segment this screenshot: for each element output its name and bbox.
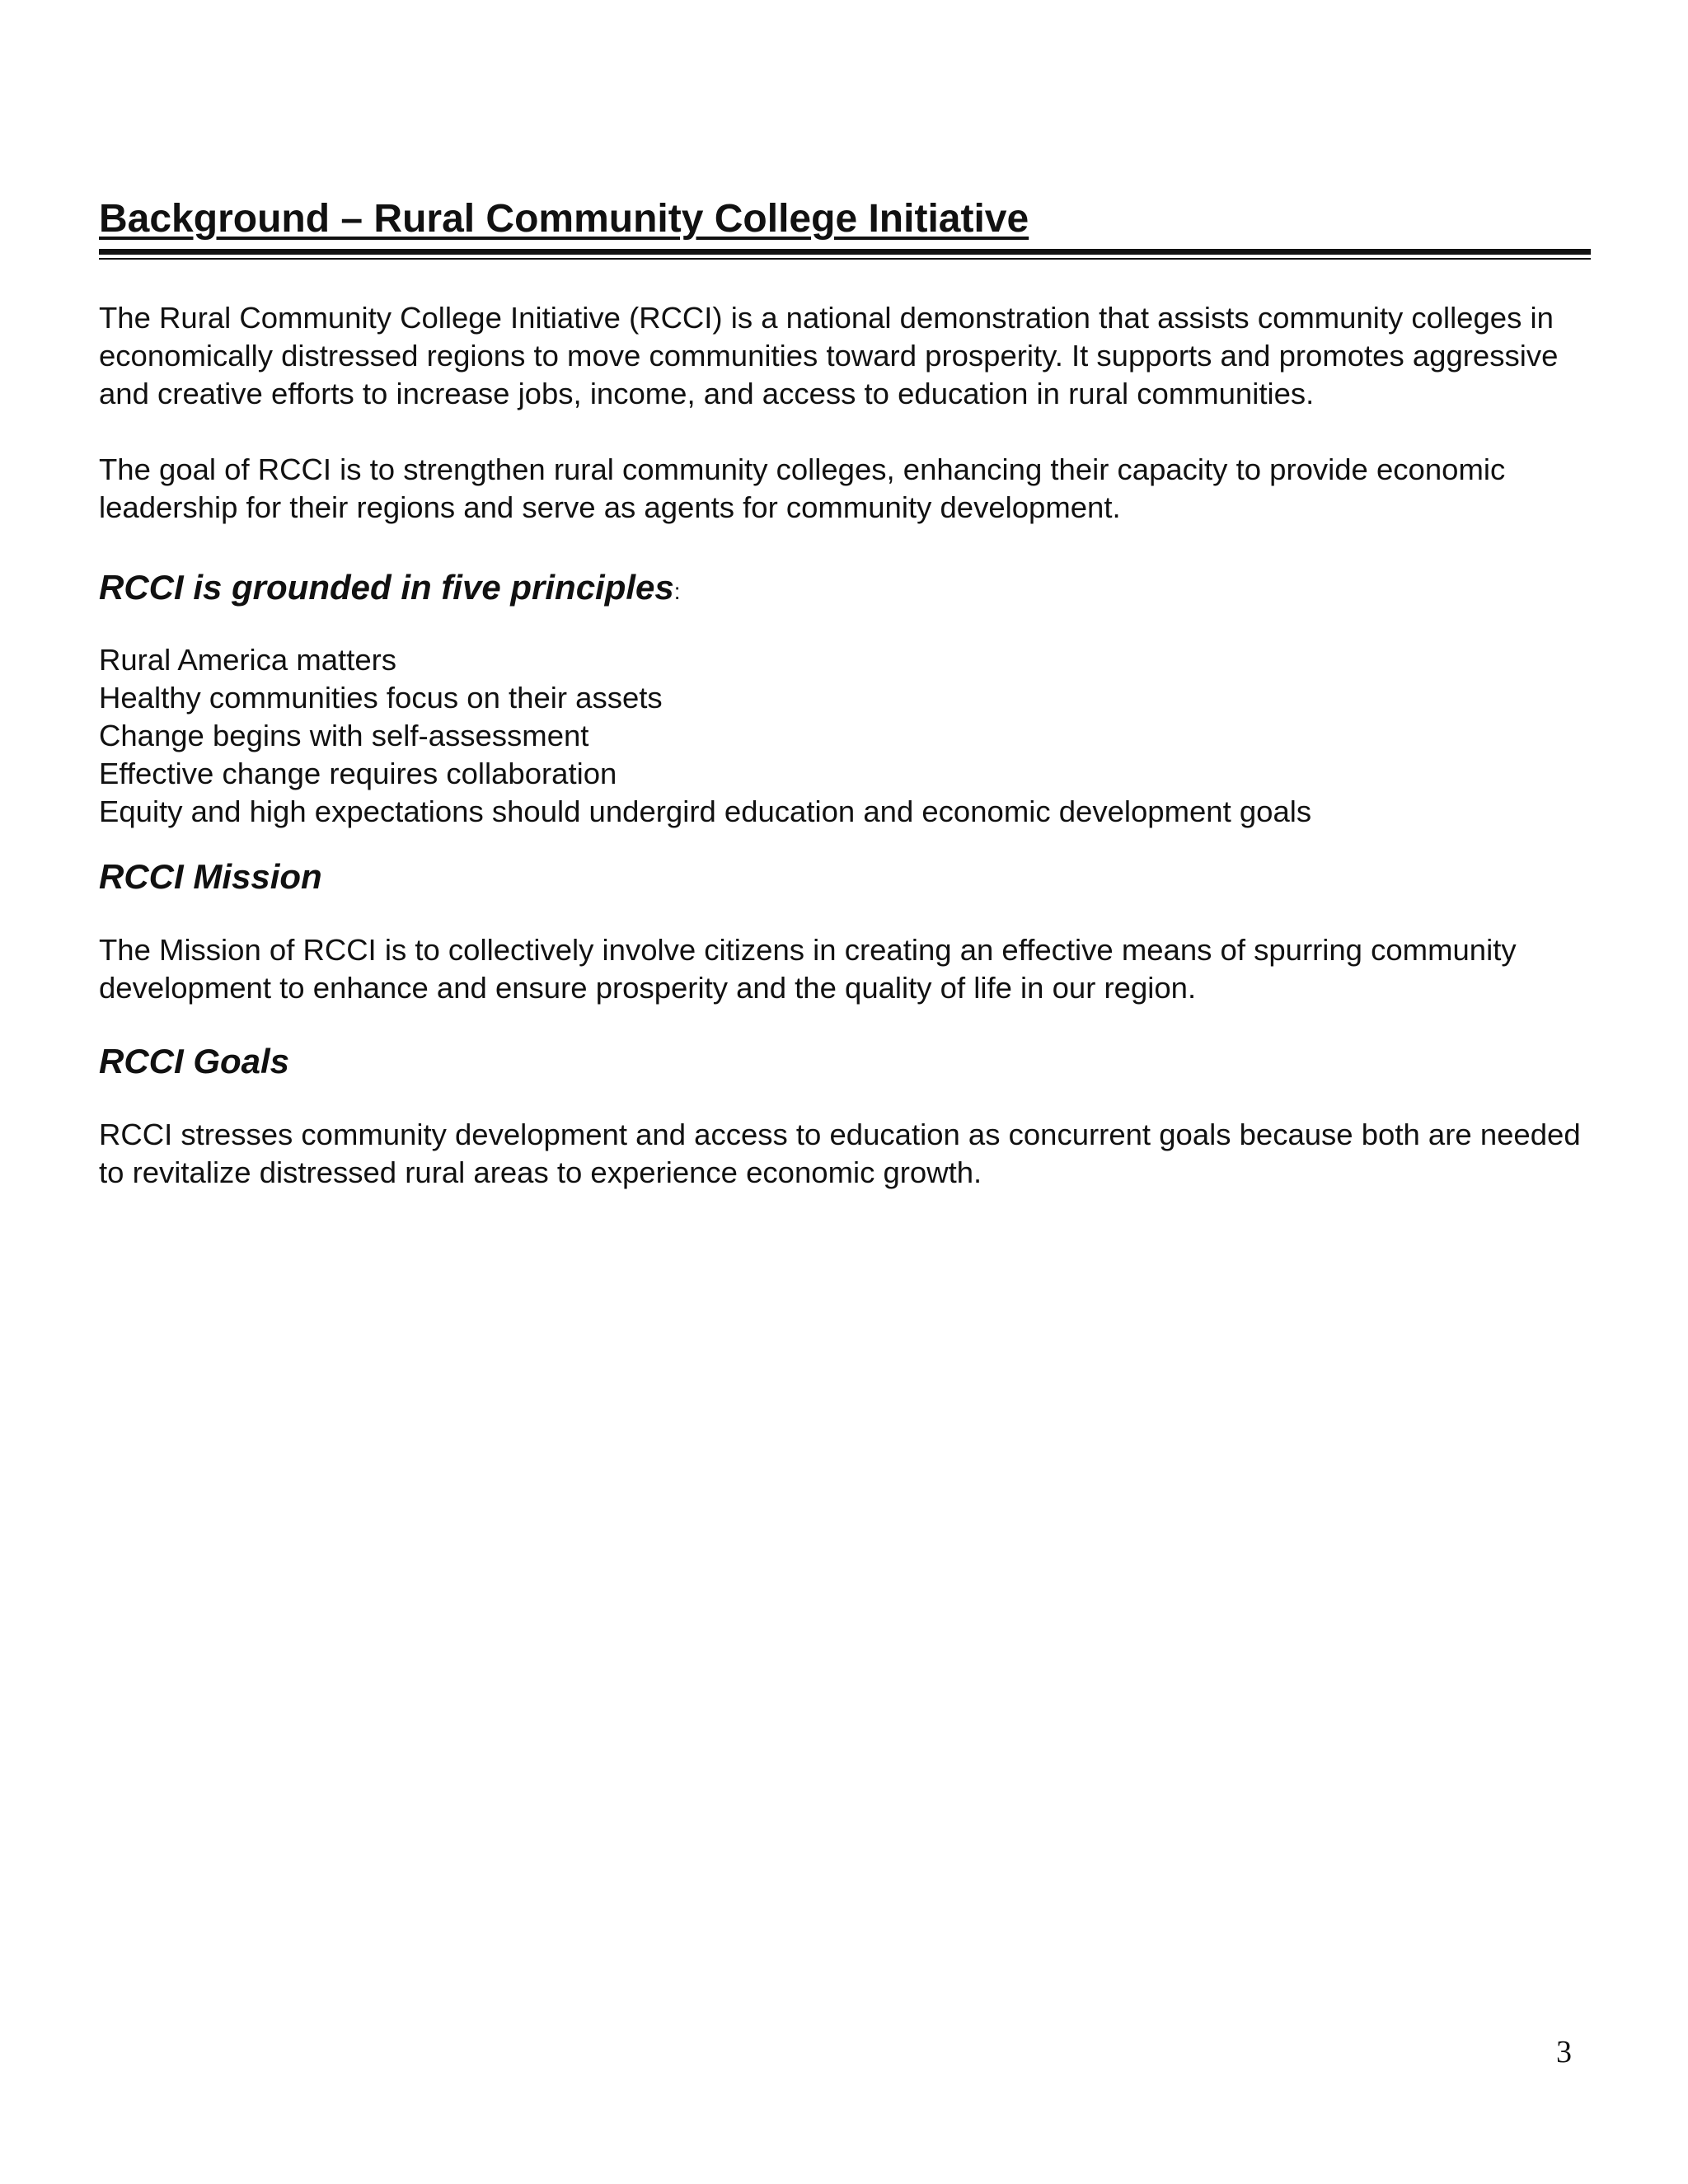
list-item: Effective change requires collaboration (99, 757, 617, 790)
principles-heading-colon: : (673, 579, 681, 604)
page-title: Background – Rural Community College Initiative (99, 197, 1029, 241)
mission-heading: RCCI Mission (99, 857, 322, 896)
page-content (99, 194, 1591, 1192)
goals-heading: RCCI Goals (99, 1042, 290, 1080)
title-rule-thin (99, 258, 1591, 260)
title-double-rule (99, 249, 1591, 260)
goals-paragraph: RCCI stresses community development and access to education as concurrent goals because both are needed to revitalize distressed rural areas to experience economic growth. (99, 1118, 1581, 1189)
list-item: Healthy communities focus on their assets (99, 681, 663, 715)
list-item: Rural America matters (99, 643, 397, 677)
principles-heading (99, 566, 1591, 613)
page-number: 3 (1556, 2035, 1572, 2069)
mission-paragraph: The Mission of RCCI is to collectively involve citizens in creating an effective means of spurring community development to enhance and ensure prosperity and the quality of life in our region. (99, 933, 1517, 1005)
principles-heading-text: RCCI is grounded in five principles (99, 568, 674, 607)
list-item: Equity and high expectations should undergird education and economic development goals (99, 794, 1312, 828)
principles-list (99, 641, 1591, 831)
list-item: Change begins with self-assessment (99, 719, 589, 752)
title-rule-thick (99, 249, 1591, 255)
goal-paragraph: The goal of RCCI is to strengthen rural community colleges, enhancing their capacity to provide economic leadership for their regions and serve as agents for community development. (99, 452, 1506, 524)
intro-paragraph: The Rural Community College Initiative (RCCI) is a national demonstration that assists community colleges in economically distressed regions to move communities toward prosperity. It supports and promotes aggressive and creative efforts to increase jobs, income, and access to education in rural communities. (99, 301, 1559, 410)
